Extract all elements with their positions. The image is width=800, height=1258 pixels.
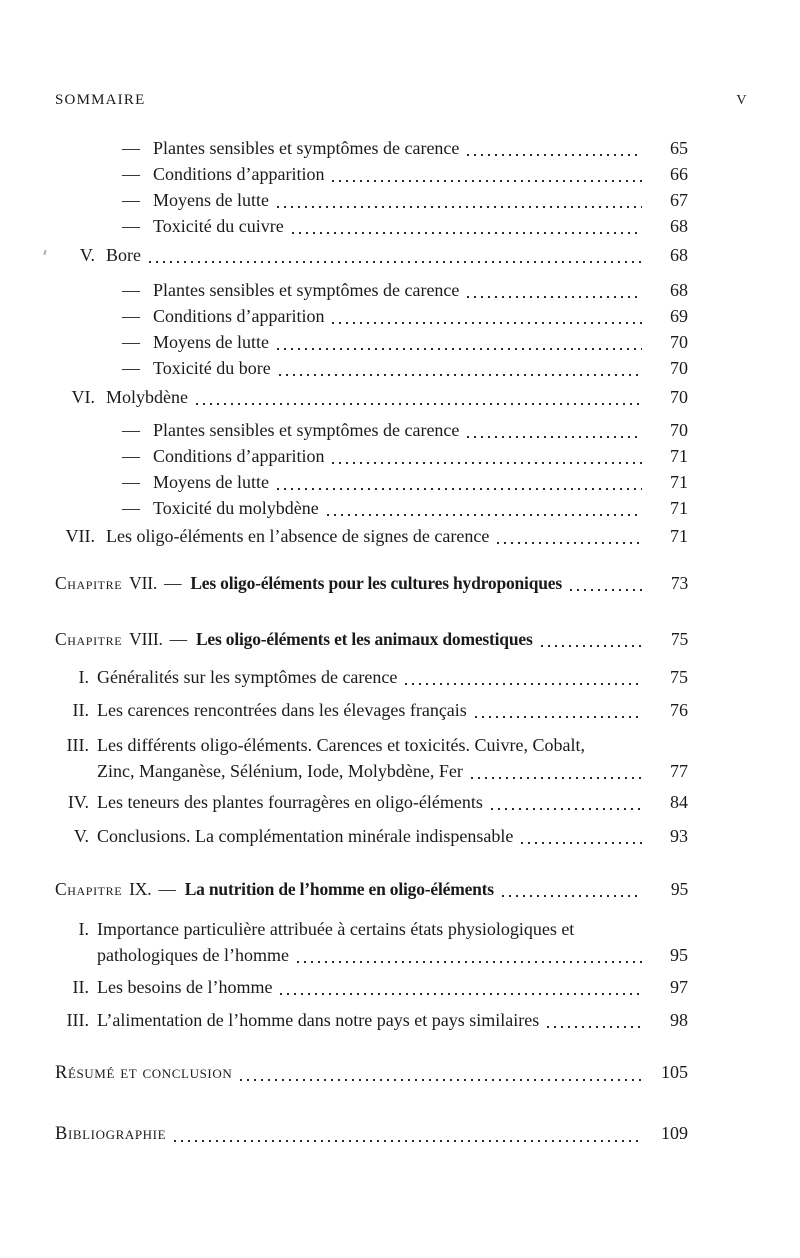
entry-numeral: I.	[78, 667, 89, 687]
entry-page-number: 98	[670, 1010, 688, 1030]
toc-entry	[55, 697, 688, 723]
entry-label: Conclusions. La complémentation minérale indispensable	[97, 826, 514, 846]
dot-leader	[502, 895, 642, 897]
entry-page-number: 69	[670, 306, 688, 326]
entry-label: Bibliographie	[55, 1124, 167, 1144]
entry-page-number: 70	[670, 387, 688, 407]
toc-entry	[55, 303, 688, 329]
entry-numeral: II.	[72, 977, 89, 997]
dot-leader	[332, 462, 642, 464]
dot-leader	[467, 154, 642, 156]
entry-label-line1: Les différents oligo-éléments. Carences et toxicités. Cuivre, Cobalt,	[97, 735, 586, 755]
entry-label: Molybdène	[106, 387, 188, 407]
toc-entry	[55, 242, 688, 268]
entry-label: Toxicité du molybdène	[153, 498, 319, 518]
entry-label: Toxicité du cuivre	[153, 216, 284, 236]
chapter-separator: —	[164, 573, 182, 593]
entry-label: Moyens de lutte	[153, 190, 269, 210]
entry-page-number: 68	[670, 245, 688, 265]
toc-entry	[55, 355, 688, 381]
dot-leader	[547, 1026, 642, 1028]
entry-label: Les carences rencontrées dans les élevages français	[97, 700, 467, 720]
dash-marker: —	[122, 306, 140, 326]
entry-page-number: 93	[670, 826, 688, 846]
chapter-word: Chapitre	[55, 879, 123, 899]
entry-numeral: I.	[78, 919, 89, 939]
dash-marker: —	[122, 446, 140, 466]
dot-leader	[521, 842, 642, 844]
entry-page-number: 68	[670, 216, 688, 236]
dot-leader	[240, 1079, 642, 1081]
entry-page-number: 67	[670, 190, 688, 210]
toc-entry	[55, 916, 688, 968]
entry-page-number: 70	[670, 358, 688, 378]
dot-leader	[491, 808, 642, 810]
dash-marker: —	[122, 164, 140, 184]
dot-leader	[277, 348, 642, 350]
entry-label: Moyens de lutte	[153, 332, 269, 352]
entry-label: Toxicité du bore	[153, 358, 271, 378]
entry-label: Conditions d’apparition	[153, 164, 325, 184]
dash-marker: —	[122, 280, 140, 300]
entry-page-number: 71	[670, 526, 688, 546]
dot-leader	[292, 232, 642, 234]
dot-leader	[280, 993, 642, 995]
dash-marker: —	[122, 358, 140, 378]
entry-label: Généralités sur les symptômes de carence	[97, 667, 398, 687]
toc-entry	[55, 135, 688, 161]
entry-label-line1: Importance particulière attribuée à certains états physiologiques et	[97, 919, 575, 939]
entry-numeral: V.	[73, 826, 89, 846]
chapter-title: Les oligo-éléments et les animaux domestiques	[195, 629, 533, 649]
entry-page-number: 109	[661, 1123, 688, 1143]
entry-label-line2: pathologiques de l’homme	[97, 945, 289, 965]
dot-leader	[467, 296, 642, 298]
toc-entry	[55, 277, 688, 303]
chapter-title: Les oligo-éléments pour les cultures hydroponiques	[190, 573, 562, 593]
scan-speck	[43, 250, 46, 255]
toc-entry	[55, 1007, 688, 1033]
dash-marker: —	[122, 216, 140, 236]
chapter-word: Chapitre	[55, 573, 123, 593]
entry-page-number: 66	[670, 164, 688, 184]
entry-page-number: 75	[670, 629, 688, 649]
chapter-separator: —	[169, 629, 187, 649]
entry-label: Plantes sensibles et symptômes de carence	[153, 280, 460, 300]
dot-leader	[277, 206, 642, 208]
toc-entry-terminal	[55, 1120, 688, 1147]
running-head	[55, 92, 747, 109]
entry-page-number: 97	[670, 977, 688, 997]
toc-entry	[55, 974, 688, 1000]
toc-entry	[55, 732, 688, 784]
dot-leader	[332, 322, 642, 324]
entry-page-number: 71	[670, 446, 688, 466]
entry-label: Les oligo-éléments en l’absence de signes de carence	[106, 526, 490, 546]
chapter-numeral: VII.	[129, 573, 158, 593]
toc-entry	[55, 523, 688, 549]
entry-page-number: 70	[670, 332, 688, 352]
entry-label: Bore	[106, 245, 141, 265]
entry-numeral: III.	[66, 735, 89, 755]
dot-leader	[327, 514, 642, 516]
toc-entry-chapter	[55, 626, 688, 652]
entry-numeral: III.	[66, 1010, 89, 1030]
entry-label-line2: Zinc, Manganèse, Sélénium, Iode, Molybdène, Fer	[97, 761, 463, 781]
entry-page-number: 105	[661, 1062, 688, 1082]
chapter-word: Chapitre	[55, 629, 123, 649]
dot-leader	[471, 777, 642, 779]
entry-label-wrap	[97, 916, 688, 968]
page-title: SOMMAIRE	[55, 92, 146, 108]
dot-leader	[405, 683, 642, 685]
entry-label: Conditions d’apparition	[153, 446, 325, 466]
toc-entry	[55, 187, 688, 213]
toc-entry	[55, 417, 688, 443]
dot-leader	[279, 374, 642, 376]
dot-leader	[174, 1140, 642, 1142]
entry-numeral: VI.	[71, 387, 95, 407]
entry-numeral: VII.	[65, 526, 95, 546]
entry-label: Conditions d’apparition	[153, 306, 325, 326]
dash-marker: —	[122, 420, 140, 440]
dot-leader	[467, 436, 642, 438]
dash-marker: —	[122, 190, 140, 210]
toc-entry	[55, 329, 688, 355]
entry-page-number: 95	[670, 879, 688, 899]
toc-entry	[55, 789, 688, 815]
dot-leader	[196, 403, 642, 405]
dot-leader	[475, 716, 642, 718]
entry-numeral: V.	[79, 245, 95, 265]
chapter-separator: —	[158, 879, 176, 899]
dot-leader	[541, 645, 642, 647]
dot-leader	[570, 589, 642, 591]
toc-entry	[55, 664, 688, 690]
entry-label-wrap	[97, 732, 688, 784]
entry-page-number: 70	[670, 420, 688, 440]
entry-numeral: IV.	[67, 792, 89, 812]
toc-entry	[55, 469, 688, 495]
dash-marker: —	[122, 332, 140, 352]
chapter-numeral: IX.	[129, 879, 152, 899]
entry-page-number: 73	[670, 573, 688, 593]
toc-entry-chapter	[55, 876, 688, 902]
entry-numeral: II.	[72, 700, 89, 720]
toc-entry-chapter	[55, 570, 688, 596]
entry-page-number: 95	[670, 945, 688, 965]
dash-marker: —	[122, 138, 140, 158]
toc-entry	[55, 384, 688, 410]
toc-list	[55, 135, 688, 1147]
toc-entry	[55, 443, 688, 469]
dot-leader	[332, 180, 642, 182]
dot-leader	[297, 961, 642, 963]
entry-page-number: 76	[670, 700, 688, 720]
dash-marker: —	[122, 472, 140, 492]
entry-page-number: 77	[670, 761, 688, 781]
entry-page-number: 65	[670, 138, 688, 158]
dot-leader	[149, 261, 642, 263]
dot-leader	[277, 488, 642, 490]
chapter-title: La nutrition de l’homme en oligo-éléments	[184, 879, 494, 899]
toc-entry-terminal	[55, 1059, 688, 1086]
entry-label: Plantes sensibles et symptômes de carence	[153, 420, 460, 440]
entry-page-number: 75	[670, 667, 688, 687]
toc-entry	[55, 495, 688, 521]
chapter-numeral: VIII.	[129, 629, 163, 649]
entry-page-number: 84	[670, 792, 688, 812]
entry-page-number: 68	[670, 280, 688, 300]
entry-label: L’alimentation de l’homme dans notre pays et pays similaires	[97, 1010, 540, 1030]
toc-entry	[55, 823, 688, 849]
entry-label: Plantes sensibles et symptômes de carence	[153, 138, 460, 158]
entry-label: Moyens de lutte	[153, 472, 269, 492]
entry-label: Résumé et conclusion	[55, 1063, 233, 1083]
dash-marker: —	[122, 498, 140, 518]
page-folio: V	[736, 93, 747, 108]
entry-page-number: 71	[670, 498, 688, 518]
toc-entry	[55, 161, 688, 187]
entry-label: Les teneurs des plantes fourragères en oligo-éléments	[97, 792, 483, 812]
entry-label: Les besoins de l’homme	[97, 977, 273, 997]
entry-page-number: 71	[670, 472, 688, 492]
toc-entry	[55, 213, 688, 239]
dot-leader	[497, 542, 642, 544]
